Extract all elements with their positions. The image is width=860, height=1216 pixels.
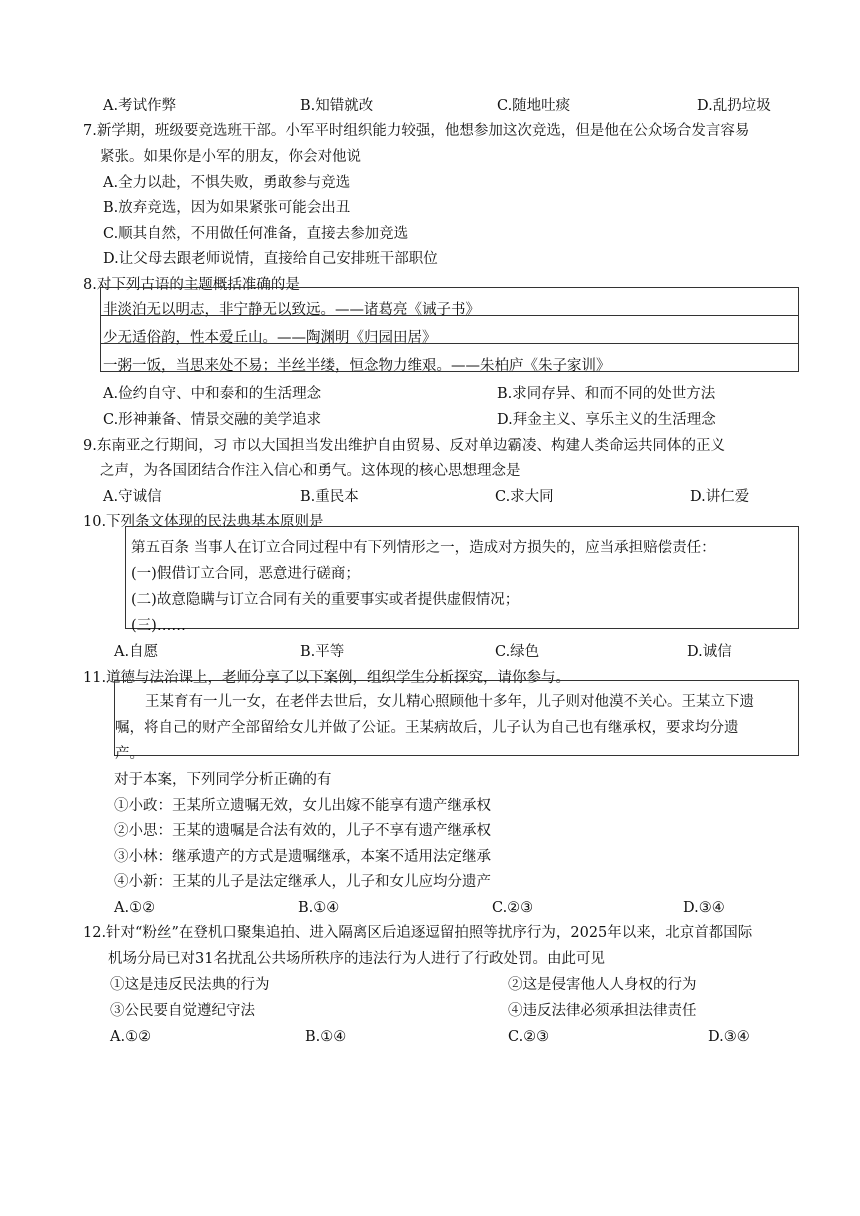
q10-law-line-2: (一)假借订立合同，恶意进行磋商； <box>131 566 360 582</box>
q11-case-line-2: 嘱，将自己的财产全部留给女儿并做了公证。王某病故后，儿子认为自己也有继承权，要求均分遗 <box>115 720 739 736</box>
q11-question: 对于本案，下列同学分析正确的有 <box>114 772 332 788</box>
q8-option-c: C.形神兼备、情景交融的美学追求 <box>103 412 322 428</box>
q7-option-c: C.顺其自然，不用做任何准备，直接去参加竞选 <box>103 226 409 242</box>
q10-law-line-4: (三)…… <box>131 618 186 634</box>
q8-quote-1: 非淡泊无以明志，非宁静无以致远。——诸葛亮《诫子书》 <box>103 302 480 318</box>
q9-stem-cont: 之声，为各国团结合作注入信心和勇气。这体现的核心思想理念是 <box>100 463 521 479</box>
q9-option-d: D.讲仁爱 <box>690 489 750 505</box>
q8-option-a: A.俭约自守、中和泰和的生活理念 <box>103 386 322 402</box>
q12-option-d: D.③④ <box>708 1029 750 1045</box>
q7-stem-cont: 紧张。如果你是小军的朋友，你会对他说 <box>100 149 361 165</box>
q10-option-c: C.绿色 <box>495 644 540 660</box>
q11-statement-3: ③小林：继承遗产的方式是遗嘱继承，本案不适用法定继承 <box>114 849 491 865</box>
q10-option-d: D.诚信 <box>687 644 732 660</box>
q11-statement-2: ②小思：王某的遗嘱是合法有效的，儿子不享有遗产继承权 <box>114 823 491 839</box>
q12-option-a: A.①② <box>110 1029 152 1045</box>
q6-option-b: B.知错就改 <box>300 98 374 114</box>
q7-stem: 7.新学期，班级要竞选班干部。小军平时组织能力较强，他想参加这次竞选，但是他在公众场合发言容易 <box>83 123 750 139</box>
q12-statement-1: ①这是违反民法典的行为 <box>110 977 270 993</box>
q10-stem: 10.下列条文体现的民法典基本原则是 <box>83 514 324 530</box>
q12-stem: 12.针对“粉丝”在登机口聚集追拍、进入隔离区后追逐逗留拍照等扰序行为，2025年以来，北京首都国际 <box>83 925 753 941</box>
q8-option-d: D.拜金主义、享乐主义的生活理念 <box>497 412 716 428</box>
q10-option-a: A.自愿 <box>114 644 159 660</box>
q7-option-d: D.让父母去跟老师说情，直接给自己安排班干部职位 <box>103 251 438 267</box>
q11-statement-4: ④小新：王某的儿子是法定继承人，儿子和女儿应均分遗产 <box>114 874 491 890</box>
q10-law-line-1: 第五百条 当事人在订立合同过程中有下列情形之一，造成对方损失的，应当承担赔偿责任： <box>131 540 716 556</box>
q11-option-b: B.①④ <box>298 900 340 916</box>
q11-option-a: A.①② <box>114 900 156 916</box>
q8-stem: 8.对下列古语的主题概括准确的是 <box>83 277 300 293</box>
q8-option-b: B.求同存异、和而不同的处世方法 <box>497 386 716 402</box>
q11-case-line-1: 王某育有一儿一女，在老伴去世后，女儿精心照顾他十多年，儿子则对他漠不关心。王某立下遗 <box>145 694 754 710</box>
q12-statement-3: ③公民要自觉遵纪守法 <box>110 1003 255 1019</box>
q9-option-b: B.重民本 <box>300 489 359 505</box>
q10-option-b: B.平等 <box>300 644 345 660</box>
q10-law-line-3: (二)故意隐瞒与订立合同有关的重要事实或者提供虚假情况； <box>131 592 520 608</box>
q9-option-c: C.求大同 <box>495 489 554 505</box>
q12-option-c: C.②③ <box>508 1029 550 1045</box>
q9-option-a: A.守诚信 <box>103 489 162 505</box>
q8-quote-2: 少无适俗韵，性本爱丘山。——陶渊明《归园田居》 <box>103 330 437 346</box>
q6-option-d: D.乱扔垃圾 <box>697 98 771 114</box>
q7-option-a: A.全力以赴，不惧失败，勇敢参与竞选 <box>103 175 351 191</box>
q9-stem: 9.东南亚之行期间，习 市以大国担当发出维护自由贸易、反对单边霸凌、构建人类命运共同体的正义 <box>83 438 725 454</box>
q6-option-c: C.随地吐痰 <box>497 98 571 114</box>
q11-option-c: C.②③ <box>492 900 534 916</box>
q11-case-line-3: 产。 <box>115 746 144 762</box>
q12-option-b: B.①④ <box>305 1029 347 1045</box>
q11-statement-1: ①小政：王某所立遗嘱无效，女儿出嫁不能享有遗产继承权 <box>114 798 491 814</box>
q7-option-b: B.放弃竞选，因为如果紧张可能会出丑 <box>103 200 351 216</box>
q12-statement-4: ④违反法律必须承担法律责任 <box>508 1003 697 1019</box>
q12-statement-2: ②这是侵害他人人身权的行为 <box>508 977 697 993</box>
q6-option-a: A.考试作弊 <box>103 98 177 114</box>
q11-option-d: D.③④ <box>683 900 725 916</box>
q12-stem-cont: 机场分局已对31名扰乱公共场所秩序的违法行为人进行了行政处罚。由此可见 <box>108 951 605 967</box>
q11-stem: 11.道德与法治课上，老师分享了以下案例，组织学生分析探究，请你参与。 <box>83 670 571 686</box>
q8-quote-3: 一粥一饭，当思来处不易；半丝半缕，恒念物力维艰。——朱柏庐《朱子家训》 <box>103 358 611 374</box>
